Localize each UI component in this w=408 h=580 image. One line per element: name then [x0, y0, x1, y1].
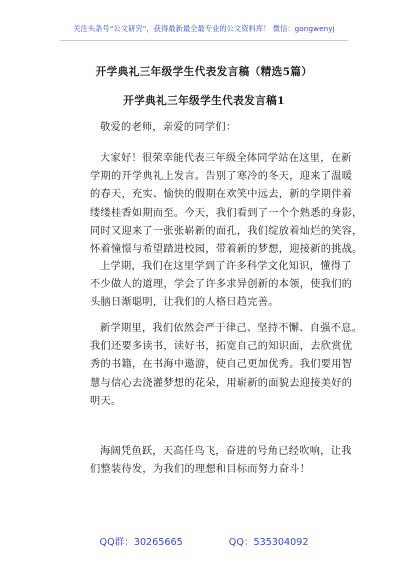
- footer-qq-group: QQ群：30265665: [99, 537, 183, 548]
- paragraph-line: 同时又迎来了一张张崭新的面孔，我们绽放着灿烂的笑容，: [90, 225, 363, 237]
- paragraph-4: [90, 443, 350, 479]
- paragraph-line: 海阔凭鱼跃，天高任鸟飞，奋进的号角已经吹响，让我: [100, 446, 352, 457]
- document-title: 开学典礼三年级学生代表发言稿（精选5篇）: [95, 66, 313, 78]
- paragraph-line: 缕缕桂香如期而至。今天，我们看到了一个个熟悉的身影，: [90, 207, 363, 219]
- paragraph-3: [90, 320, 363, 411]
- paragraph-1: [90, 150, 363, 259]
- paragraph-line: 们整装待发，为我们的理想和目标而努力奋斗！: [90, 464, 311, 476]
- salutation: [90, 119, 350, 137]
- footer-contact: [0, 534, 408, 548]
- paragraph-line: 大家好！很荣幸能代表三年级全体同学站在这里，在新: [100, 153, 352, 164]
- paragraph-line: 我们还要多读书，读好书，拓宽自己的知识面，去欣赏优: [90, 341, 353, 353]
- footer-qq-number: QQ：535304092: [228, 537, 309, 548]
- paragraph-line: 怀着憧憬与希望踏进校园，带着新的梦想，迎接新的挑战。: [90, 244, 363, 256]
- paragraph-line: 的春天，充实、愉快的假期在欢笑中远去，新的学期伴着: [90, 189, 353, 201]
- paragraph-line: 学期的开学典礼上发言。告别了寒冷的冬天，迎来了温暖: [90, 171, 353, 183]
- paragraph-line: 慧与信心去浇灌梦想的花朵，用崭新的面貌去迎接美好的: [90, 377, 353, 389]
- header-divider: [60, 40, 348, 41]
- section-title: 开学典礼三年级学生代表发言稿1: [123, 95, 285, 107]
- paragraph-line: 不少做人的道理，学会了许多求异创新的本领，使我们的: [90, 279, 353, 291]
- paragraph-line: 头脑日渐聪明，让我们的人格日趋完善。: [90, 297, 279, 309]
- paragraph-2: [90, 258, 353, 313]
- salutation-line: 敬爱的老师，亲爱的同学们：: [100, 122, 237, 133]
- header-note: 关注头条号“公文研究”，获得最新最全最专业的公文资料库！ 微信：gongwenyj: [73, 24, 335, 33]
- paragraph-line: 新学期里，我们依然会严于律己、坚持不懈、自强不息。: [100, 323, 363, 334]
- paragraph-line: 上学期，我们在这里学到了许多科学文化知识，懂得了: [100, 261, 352, 272]
- paragraph-line: 秀的书籍，在书海中遨游，使自己更加优秀。我们要用智: [90, 359, 353, 371]
- paragraph-line: 明天。: [90, 395, 122, 407]
